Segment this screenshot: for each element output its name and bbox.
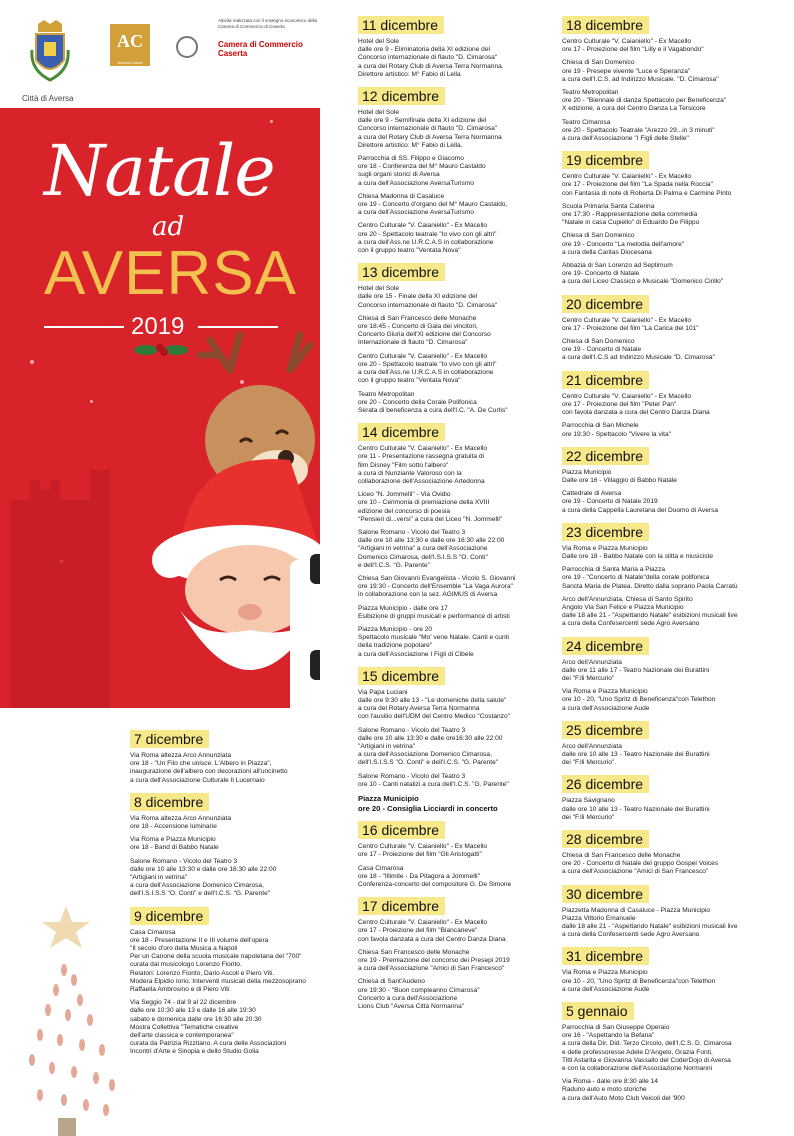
event-entry: Casa Cimarosa ore 18 - "Illimite - Da Pitagora a Jommelli" Conferenza-concerto del compositore G. De Simone <box>358 864 512 889</box>
event-entry: Via Roma altezza Arco Annunziata ore 18 - "Un Filo che unisce. L'Albero in Piazza", inaugurazione dell'albero con decorazioni all'uncinetto a cura dell'Associazione Culturale Il Lucernaio <box>130 752 288 784</box>
day-block <box>562 885 792 940</box>
day-block <box>562 295 792 363</box>
program-column-middle <box>358 16 558 1019</box>
event-entry: Piazza Municipio - ore 20 Spettacolo musicale "Mo' vene Natale. Canti e cunti della tradizione popolare" a cura dell'Associazione I Figli di Cibele <box>358 625 509 658</box>
event-entry: Salone Romano - Vicolo del Teatro 3 dalle ore 10 alle 13:30 e dalle ore 16:30 alle 22:00 "Artigiani in vetrina" a cura dell'Associazione Domenico Cimarosa, dell'I.S.I.S.S "O. Conti" e dell'I.C.S. "G. Parente" <box>358 528 505 569</box>
event-entry: Chiesa di San Domenico ore 19 - Presepe vivente "Luce e Speranza" a cura dell'I.C.S. ad Indirizzo Musicale. "D. Cimarosa" <box>562 59 719 83</box>
day-date-badge: 11 dicembre <box>358 16 444 34</box>
event-entry: Via Seggio 74 - dal 9 al 22 dicembre dalle ore 10:30 alle 13 e dalle 16 alle 19:30 sabato e domenica dalle ore 16:30 alle 20:30 Mostra Collettiva "Tematiche creative dell'arte classica e contemporanea" curata da Patrizia Rizzitano. A cura delle Associazioni Incontri d'Arte e Sinopia e dello Studio Golia <box>130 999 287 1056</box>
event-entry: Cattedrale di Aversa ore 19 - Concerto di Natale 2019 a cura della Cappella Lauretana del Duomo di Aversa <box>562 490 719 514</box>
event-entry: Centro Culturale "V. Caianiello" - Ex Macello ore 17 - Proiezione del film "Lilly e il Vagabondo" <box>562 38 704 54</box>
city-label: Città di Aversa <box>22 94 74 103</box>
event-entry: Parrocchia di SS. Filippo e Giacomo ore 18 - Conferenza del M° Mauro Castaldo sugli organi storici di Aversa a cura dell'Associazione AversaTurismo <box>358 155 486 187</box>
day-date-badge: 25 dicembre <box>562 721 649 739</box>
event-entry: Chiesa San Giovanni Evangelista - Vicolo S. Giovanni ore 19:30 - Concerto dell'Ensemble "La Vaga Aurora" in collaborazione con la sez. AGIMUS di Aversa <box>358 574 516 599</box>
day-date-badge: 20 dicembre <box>562 295 649 313</box>
day-block <box>358 897 558 1011</box>
event-entry: Arco dell'Annunziata, Chiesa di Santo Spirito Angolo Via San Felice e Piazza Municipio dalle 18 alle 21 - "Aspettando Natale" esibizioni musicali live a cura della Confesercenti sede Agro Aversano <box>562 595 738 628</box>
event-entry: Salone Romano - Vicolo del Teatro 3 dalle ore 10 alle 13:30 e dalle ore16:30 alle 22:00 "Artigiani in vetrina" a cura dell'Associazione Domenico Cimarosa, dell'I.S.I.S.S "O. Conti" e dell'I.C.S. "G. Parente" <box>358 726 503 767</box>
event-entry: Centro Culturale "V. Caianiello" - Ex Macello ore 17 - Proiezione del film "Gli Aristogatti" <box>358 843 488 859</box>
event-highlight: Piazza Municipio ore 20 - Consiglia Licciardi in concerto <box>358 794 498 813</box>
day-block <box>562 151 792 286</box>
aversa-coat-of-arms-icon <box>30 20 70 82</box>
event-entry: Chiesa Madonna di Casaluce ore 19 - Concerto d'organo del M° Mauro Castaldo, a cura dell'Associazione AversaTurismo <box>358 192 508 217</box>
event-entry: Centro Culturale "V. Caianiello" - Ex Macello ore 17 - Proiezione del film "Biancaneve" con favola danzata a cura del Centro Danza Diana <box>358 919 506 943</box>
chamber-note: Attività realizzata con il sostegno economico della Camera di Commercio di Caserta <box>218 18 318 29</box>
day-block <box>562 523 792 629</box>
event-entry: Hotel del Sole dalle ore 9 - Semifinale della XI edizione del Concorso internazionale di flauto "D. Cimarosa" a cura del Rotary Club di Aversa Terra Normanna Direttore artistico: M° Fabio di Lella. <box>358 109 502 149</box>
event-entry: Centro Culturale "V. Caianiello" - Ex Macello ore 11 - Presentazione rassegna gratuita di film Disney "Film sotto l'albero" a cura di Nunziante Valoroso con la collaborazione dell'Associazione Artedonna <box>358 445 488 485</box>
event-entry: Centro Culturale "V. Caianiello" - Ex Macello ore 17 - Proiezione del film "Peter Pan" con favola danzata a cura del Centro Danza Diana <box>562 392 710 417</box>
event-entry: Abbazia di San Lorenzo ad Septimum ore 19- Concerto di Natale a cura del Liceo Classico e Musicale "Domenico Cirillo" <box>562 262 724 286</box>
event-entry: Via Roma e Piazza Municipio ore 10 - 20, "Uno Spritz di Beneficenza"con Telethon a cura dell'Associazione Aude <box>562 969 716 993</box>
event-entry: Chiesa di San Domenico ore 19 - Concerto "La melodia dell'amore" a cura della Caritas Diocesana <box>562 232 685 256</box>
snowflake <box>90 400 93 403</box>
event-entry: Via Roma e Piazza Municipio ore 18 - Band di Babbo Natale <box>130 836 219 852</box>
event-entry: Teatro Metropolitan ore 20 - Concerto della Corale Polifonica Serata di beneficenza a cura dell'I.C. "A. De Curtis" <box>358 390 508 414</box>
aversa-cultura-label: AversaCultura <box>117 60 143 65</box>
event-entry: Salone Romano - Vicolo del Teatro 3 ore 10 - Canti natalizi a cura dell'I.C.S. "G. Parente" <box>358 772 509 788</box>
day-block <box>358 87 558 255</box>
castle-silhouette <box>10 460 130 708</box>
event-entry: Casa Cimarosa ore 18 - Presentazione II e III volume dell'opera "Il secolo d'oro della Musica a Napoli Per un Canone della scuola musicale napoletana del "700" curata dal musicologo Lorenzo Fiorito. Relatori: Lorenzo Fiorito, Dario Ascoli e Piero Viti. Modera Elpidio Iorio. Interventi musicali della mezzosoprano Raffaella Ambrosino e di Piero Viti <box>130 928 306 994</box>
day-date-badge: 8 dicembre <box>130 793 209 811</box>
event-entry: Centro Culturale "V. Caianiello" - Ex Macello ore 20 - Spettacolo teatrale "Io vivo con gli altri" a cura dell'Ass.ne U.R.C.A.S in collaborazione con il gruppo teatro "Ventata Nova" <box>358 222 497 255</box>
day-block <box>562 637 792 713</box>
day-date-badge: 5 gennaio <box>562 1002 634 1020</box>
day-block <box>358 263 558 415</box>
day-date-badge: 22 dicembre <box>562 447 649 465</box>
title-year: 2019 <box>131 313 185 340</box>
day-date-badge: 17 dicembre <box>358 897 445 915</box>
christmas-tree-icon <box>20 900 130 1136</box>
event-entry: Piazza Municipio Dalle ore 16 - Villaggio di Babbo Natale <box>562 468 677 484</box>
day-date-badge: 19 dicembre <box>562 151 649 169</box>
star-icon <box>42 906 90 948</box>
event-entry: Teatro Cimarosa ore 20 - Spettacolo Teatrale "Arezzo 29...in 3 minuti" a cura dell'Associazione "I Figli delle Stelle" <box>562 118 715 143</box>
event-entry: Chiesa di San Domenico ore 19 - Concerto di Natale a cura dell'I.C.S ad Indirizzo Musicale "D. Cimarosa" <box>562 338 715 362</box>
event-entry: Parrocchia di San Michele ore 19:30 - Spettacolo "Vivere la vita" <box>562 422 672 438</box>
event-entry: Parrocchia di San Giuseppe Operaio ore 16 - "Aspettando la Befana" a cura della Dir. Did. Terzo Circolo, dell'I.C.S. D. Cimarosa e delle professoresse Adele D'Angelo, Grazia Fonti, Titti Astarita e Giovanna Vassallo del CoderDojo di Aversa e con la collaborazione dell'Associazione Normanni <box>562 1024 732 1073</box>
title-natale: Natale <box>44 130 275 212</box>
day-block <box>358 16 558 79</box>
day-block <box>562 947 792 994</box>
day-date-badge: 21 dicembre <box>562 371 649 389</box>
event-entry: Via Roma e Piazza Municipio Dalle ore 18 - Babbo Natale con la slitta e musiciste <box>562 544 713 560</box>
santa-claus-icon <box>150 430 320 708</box>
program-column-bottom-left <box>130 730 330 1065</box>
day-block <box>562 371 792 439</box>
day-block <box>562 721 792 768</box>
title-ad: ad <box>152 212 185 242</box>
day-date-badge: 28 dicembre <box>562 830 649 848</box>
event-entry: Arco dell'Annunziata dalle ore 11 alle 17 - Teatro Nazionale dei Burattini dei "F.lli Mercurio" <box>562 658 710 682</box>
day-block <box>562 775 792 822</box>
day-block <box>358 667 558 813</box>
event-entry: Centro Culturale "V. Caianiello" - Ex Macello ore 17 - Proiezione del film "La Carica dei 101" <box>562 316 699 332</box>
event-entry: Via Roma altezza Arco Annunziata ore 18 - Accensione luminarie <box>130 814 232 831</box>
day-date-badge: 18 dicembre <box>562 16 649 34</box>
event-entry: Salone Romano - Vicolo del Teatro 3 dalle ore 10 alle 13:30 e dalle ore 16:30 alle 22:00 "Artigiani in vetrina" a cura dell'Associazione Domenico Cimarosa, dell'I.S.I.S.S "O. Conti" e dell'I.C.S. "G. Parente" <box>130 857 277 898</box>
day-date-badge: 24 dicembre <box>562 637 649 655</box>
day-block <box>358 821 558 889</box>
title-divider-right <box>198 326 278 328</box>
day-block <box>130 730 330 785</box>
title-aversa: AVERSA <box>44 239 297 308</box>
day-date-badge: 9 dicembre <box>130 907 209 925</box>
event-entry: Piazza Municipio - dalle ore 17 Esibizione di gruppi musicali e performance di artisti <box>358 604 510 620</box>
day-date-badge: 30 dicembre <box>562 885 649 903</box>
event-entry: Hotel del Sole dalle ore 9 - Eliminatoria della XI edizione del Concorso internazionale di flauto "D. Cimarosa" a cura del Rotary Club di Aversa Terra Normanna. Direttore artistico: M° Fabio di Lella <box>358 38 504 78</box>
event-entry: Chiesa di San Francesco delle Monache ore 18:45 - Concerto di Gala dei vincitori, Concerto Giuria dell'XI edizione del Concorso Internazionale di flauto "D. Cimarosa" <box>358 314 491 347</box>
title-divider-left <box>44 326 124 328</box>
chamber-seal-icon <box>176 36 198 58</box>
aversa-cultura-logo: AC <box>110 24 150 66</box>
sponsor-logos <box>0 0 320 108</box>
event-entry: Chiesa San Francesco delle Monache ore 19 - Premiazione del concorso dei Presepi 2019 a cura dell'Associazione "Amici di San Francesco" <box>358 948 510 973</box>
event-entry: Hotel del Sole dalle ore 15 - Finale della XI edizione del Concorso internazionale di flauto "D. Cimarosa" <box>358 285 498 309</box>
day-date-badge: 23 dicembre <box>562 523 649 541</box>
day-block <box>562 1002 792 1103</box>
event-entry: Centro Culturale "V. Caianiello" - Ex Macello ore 20 - Spettacolo teatrale "Io vivo con gli altri" a cura dell'Ass.ne U.R.C.A.S in collaborazione con il gruppo teatro "Ventata Nova" <box>358 352 497 385</box>
event-entry: Chiesa di San Francesco delle Monache ore 20 - Concerto di Natale del gruppo Gospel Voices a cura dell'Associazione "Amici di San Francesco" <box>562 851 719 876</box>
event-entry: Teatro Metropolitan ore 20 - "Biennale di danza Spettacolo per Beneficenza" X edizione, a cura del Centro Danza La Tersicore <box>562 89 727 113</box>
day-block <box>562 830 792 877</box>
event-entry: Piazzetta Madonna di Casaluce - Piazza Municipio Piazza Vittorio Emanuele dalle 18 alle 21 - "Aspettando Natale" esibizioni musicali live a cura della Confesercenti sede Agro Aversano <box>562 906 738 939</box>
day-date-badge: 31 dicembre <box>562 947 649 965</box>
event-entry: Scuola Primaria Santa Caterina ore 17:30 - Rappresentazione della commedia "Natale in casa Cupiello" di Eduardo De Filippo <box>562 202 700 227</box>
event-entry: Chiesa di Sant'Audeno ore 19:30 - "Buon compleanno Cimarosa" Concerto a cura dell'Associazione Lions Club "Aversa Città Normanna" <box>358 978 480 1011</box>
day-date-badge: 7 dicembre <box>130 730 209 748</box>
snowflake <box>30 360 34 364</box>
event-entry: Piazza Savignano dalle ore 10 alle 13 - Teatro Nazionale dei Burattini dei "F.lli Mercurio" <box>562 797 710 821</box>
day-block <box>562 447 792 515</box>
day-block <box>358 423 558 659</box>
day-block <box>562 16 792 143</box>
day-date-badge: 15 dicembre <box>358 667 445 685</box>
poster-panel <box>0 0 320 708</box>
day-date-badge: 13 dicembre <box>358 263 445 281</box>
event-entry: Liceo "N. Jommelli" - Via Ovidio ore 10 - Cerimonia di premiazione della XVIII edizione del concorso di poesia "Pensieri di...versi" a cura del Liceo "N. Jommelli" <box>358 491 503 523</box>
program-column-right <box>562 16 792 1111</box>
event-entry: Via Roma - dalle ore 8:30 alle 14 Raduno auto e moto storiche a cura dell'Auto Moto Club Veicoli del '900 <box>562 1078 685 1102</box>
event-entry: Centro Culturale "V. Caianiello" - Ex Macello ore 17 - Proiezione del film "La Spada nella Roccia" con Fantasia di note di Roberta Di Palma e Carmine Pinto <box>562 173 732 197</box>
day-date-badge: 12 dicembre <box>358 87 445 105</box>
chamber-name: Camera di Commercio Caserta <box>218 40 303 58</box>
day-date-badge: 14 dicembre <box>358 423 445 441</box>
day-block <box>130 907 330 1057</box>
day-block <box>130 793 330 899</box>
day-date-badge: 16 dicembre <box>358 821 445 839</box>
event-entry: Via Roma e Piazza Municipio ore 10 - 20, "Uno Spritz di Beneficenza"con Telethon a cura dell'Associazione Aude <box>562 688 716 712</box>
event-entry: Arco dell'Annunziata dalle ore 10 alle 13 - Teatro Nazionale dei Burattini dei "F.lli Mercurio". <box>562 742 710 767</box>
event-entry: Via Papa Luciani dalle ore 9:30 alle 13 - "Le domeniche della salute" a cura del Rotary Aversa Terra Normanna con l'ausilio dell'UDM del Centro Medico "Costanzo" <box>358 688 510 721</box>
day-date-badge: 26 dicembre <box>562 775 649 793</box>
event-entry: Parrocchia di Santa Maria a Piazza ore 19 - "Concerto di Natale"della corale polifonica Sancta Maria de Platea. Diretto dalla soprano Paola Carratù <box>562 566 738 590</box>
snowflake <box>270 120 273 123</box>
